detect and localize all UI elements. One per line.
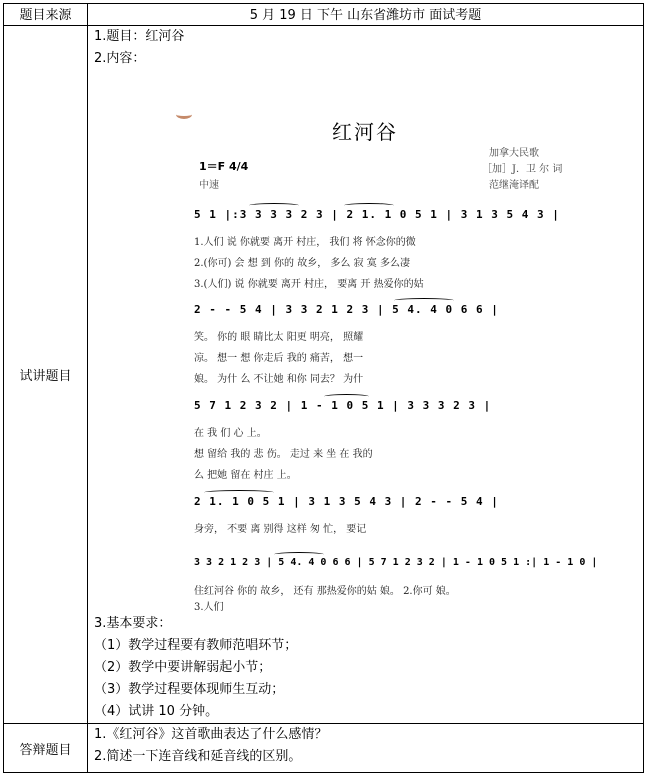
defense-row: [4, 724, 644, 773]
trial-row: [4, 26, 644, 724]
defense-question: 1.《红河谷》这首歌曲表达了什么感情？: [94, 727, 328, 742]
credit-lyrics: ［加］J．卫 尔 词: [482, 164, 563, 175]
defense-label: 答辩题目: [4, 724, 88, 773]
requirement-item: （3）教学过程要体现师生互动；: [94, 682, 285, 697]
score-title: 红河谷: [332, 120, 398, 144]
trial-content: [88, 26, 644, 724]
lyric-3-2: 想 留给 我的 悲 伤。 走过 来 坐 在 我的: [194, 449, 373, 460]
lyric-3-1: 在 我 们 心 上。: [194, 428, 267, 439]
lyric-3-3: 么 把她 留在 村庄 上。: [194, 470, 297, 481]
lyric-2-3: 娘。 为什 么 不让她 和你 同去？ 为什: [194, 374, 364, 385]
requirement-item: （2）教学中要讲解弱起小节；: [94, 660, 272, 675]
lyric-2-2: 凉。 想一 想 你走后 我的 痛苦， 想一: [194, 353, 364, 364]
credit-arranger: 范继淹译配: [489, 180, 539, 191]
tempo-marking: 中速: [199, 180, 219, 191]
lyric-4-1: 身旁， 不要 离 别得 这样 匆 忙， 要记: [194, 524, 367, 535]
source-value: 5 月 19 日 下午 山东省潍坊市 面试考题: [88, 4, 644, 26]
lyric-1-1: 1.人们 说 你就要 离开 村庄， 我们 将 怀念你的微: [194, 237, 416, 248]
ornament-icon: [176, 110, 192, 119]
notation-row-3: 5 7 1 2 3 2 | 1 - 1 0 5 1 | 3 3 3 2 3 |: [194, 399, 492, 412]
defense-question: 2.简述一下连音线和延音线的区别。: [94, 749, 302, 764]
requirements-title: 3.基本要求：: [94, 616, 172, 631]
requirement-item: （1）教学过程要有教师范唱环节；: [94, 638, 298, 653]
lyric-1-2: 2.(你可) 会 想 到 你的 故乡， 多么 寂 寞 多么凄: [194, 258, 410, 269]
lyric-2-1: 笑。 你的 眼 睛比太 阳更 明亮， 照耀: [194, 332, 364, 343]
defense-content: [88, 724, 644, 773]
lyric-5-2: 3.人们: [194, 602, 224, 613]
credit-origin: 加拿大民歌: [489, 148, 539, 159]
lyric-1-3: 3.(人们) 说 你就要 离开 村庄， 要离 开 热爱你的姑: [194, 279, 424, 290]
header-row: [4, 4, 644, 26]
source-label: 题目来源: [4, 4, 88, 26]
trial-title-line: 1.题目：红河谷: [94, 29, 185, 44]
trial-content-line: 2.内容：: [94, 51, 146, 66]
exam-table: [3, 3, 644, 773]
notation-row-1: 5 1 |:3 3 3 3 2 3 | 2 1. 1 0 5 1 | 3 1 3 5 4 3 |: [194, 208, 560, 221]
sheet-music: [94, 70, 643, 613]
key-signature: 1＝F 4/4: [199, 160, 249, 173]
requirement-item: （4）试讲 10 分钟。: [94, 704, 219, 719]
notation-row-2: 2 - - 5 4 | 3 3 2 1 2 3 | 5 4. 4 0 6 6 |: [194, 303, 499, 316]
notation-row-4: 2 1. 1 0 5 1 | 3 1 3 5 4 3 | 2 - - 5 4 |: [194, 495, 499, 508]
lyric-5-1: 住红河谷 你的 故乡， 还有 那热爱你的姑 娘。 2.你可 娘。: [194, 586, 456, 597]
trial-label: 试讲题目: [4, 26, 88, 724]
notation-row-5: 3 3 2 1 2 3 | 5 4. 4 0 6 6 | 5 7 1 2 3 2 | 1 - 1 0 5 1 :| 1 - 1 0 |: [194, 557, 598, 568]
